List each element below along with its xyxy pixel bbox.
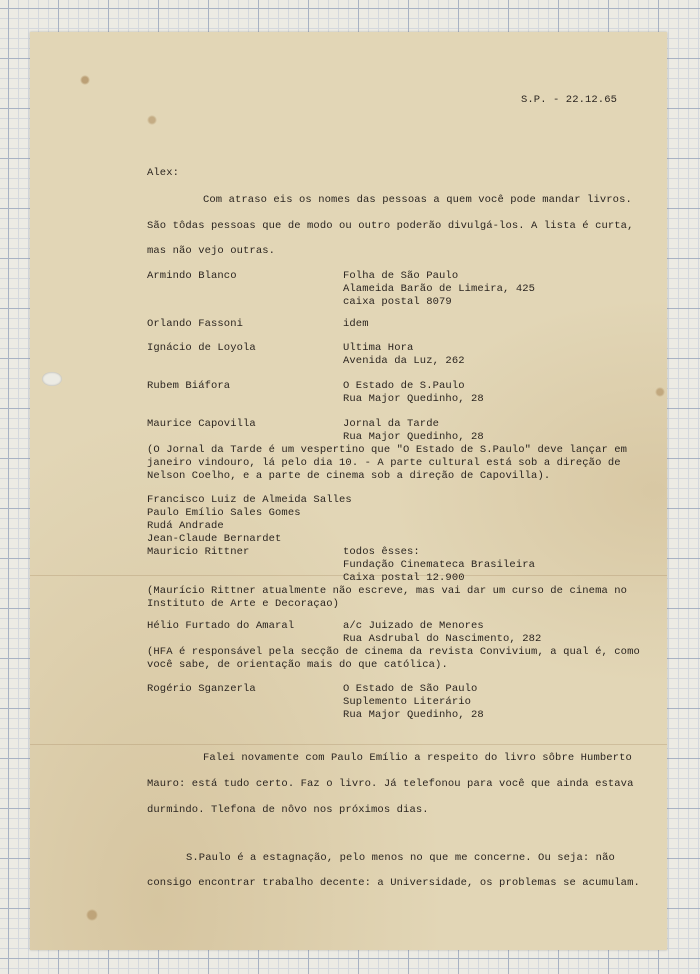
- body-line: consigo encontrar trabalho decente: a Universidade, os problemas se acumulam.: [147, 877, 640, 889]
- recipient-address: a/c Juizado de Menores: [343, 620, 484, 632]
- intro-line: mas não vejo outras.: [147, 245, 276, 257]
- intro-line: Com atraso eis os nomes das pessoas a quem você pode mandar livros.: [203, 194, 632, 206]
- recipient-name: Francisco Luiz de Almeida Salles: [147, 494, 352, 506]
- note-line: (Maurício Rittner atualmente não escreve, mas vai dar um curso de cinema no: [147, 585, 628, 597]
- note-line: janeiro vindouro, lá pelo dia 10. - A parte cultural está sob a direção de: [147, 457, 621, 469]
- letter-date: S.P. - 22.12.65: [521, 94, 618, 106]
- recipient-address: idem: [343, 318, 369, 330]
- recipient-name: Jean-Claude Bernardet: [147, 533, 282, 545]
- recipient-name: Hélio Furtado do Amaral: [147, 620, 295, 632]
- note-line: (HFA é responsável pela secção de cinema da revista Convivium, a qual é, como: [147, 646, 640, 658]
- recipient-name: Ignácio de Loyola: [147, 342, 256, 354]
- intro-line: São tôdas pessoas que de modo ou outro poderão divulgá-los. A lista é curta,: [147, 220, 634, 232]
- recipient-address: Caixa postal 12.900: [343, 572, 465, 584]
- recipient-name: Rogério Sganzerla: [147, 683, 256, 695]
- note-line: Nelson Coelho, e a parte de cinema sob a direção de Capovilla).: [147, 470, 551, 482]
- salutation: Alex:: [147, 167, 180, 179]
- recipient-name: Mauricio Rittner: [147, 546, 250, 558]
- recipient-address: caixa postal 8079: [343, 296, 452, 308]
- recipient-address: Suplemento Literário: [343, 696, 472, 708]
- fold-line: [30, 744, 667, 745]
- note-line: (O Jornal da Tarde é um vespertino que "O Estado de S.Paulo" deve lançar em: [147, 444, 628, 456]
- note-line: Instituto de Arte e Decoraçao): [147, 598, 340, 610]
- recipient-address: Rua Major Quedinho, 28: [343, 393, 484, 405]
- body-line: durmindo. Tlefona de nôvo nos próximos dias.: [147, 804, 429, 816]
- recipient-address: O Estado de S.Paulo: [343, 380, 465, 392]
- punch-hole: [42, 372, 62, 386]
- recipient-address: Jornal da Tarde: [343, 418, 440, 430]
- recipient-address: Fundação Cinemateca Brasileira: [343, 559, 536, 571]
- recipient-name: Paulo Emílio Sales Gomes: [147, 507, 301, 519]
- recipient-address: Rua Major Quedinho, 28: [343, 709, 484, 721]
- recipient-address: Alameida Barão de Limeira, 425: [343, 283, 536, 295]
- note-line: você sabe, de orientação mais do que católica).: [147, 659, 448, 671]
- body-line: Mauro: está tudo certo. Faz o livro. Já telefonou para você que ainda estava: [147, 778, 634, 790]
- recipient-address: todos êsses:: [343, 546, 420, 558]
- body-line: S.Paulo é a estagnação, pelo menos no que me concerne. Ou seja: não: [186, 852, 615, 864]
- recipient-name: Rudá Andrade: [147, 520, 224, 532]
- recipient-address: Folha de São Paulo: [343, 270, 459, 282]
- recipient-name: Maurice Capovilla: [147, 418, 256, 430]
- recipient-address: Rua Major Quedinho, 28: [343, 431, 484, 443]
- recipient-address: Avenida da Luz, 262: [343, 355, 465, 367]
- recipient-name: Orlando Fassoni: [147, 318, 244, 330]
- body-line: Falei novamente com Paulo Emílio a respeito do livro sôbre Humberto: [203, 752, 632, 764]
- letter-sheet: [30, 32, 667, 950]
- recipient-address: Ultima Hora: [343, 342, 414, 354]
- recipient-address: Rua Asdrubal do Nascimento, 282: [343, 633, 542, 645]
- recipient-name: Rubem Biáfora: [147, 380, 231, 392]
- recipient-name: Armindo Blanco: [147, 270, 237, 282]
- recipient-address: O Estado de São Paulo: [343, 683, 478, 695]
